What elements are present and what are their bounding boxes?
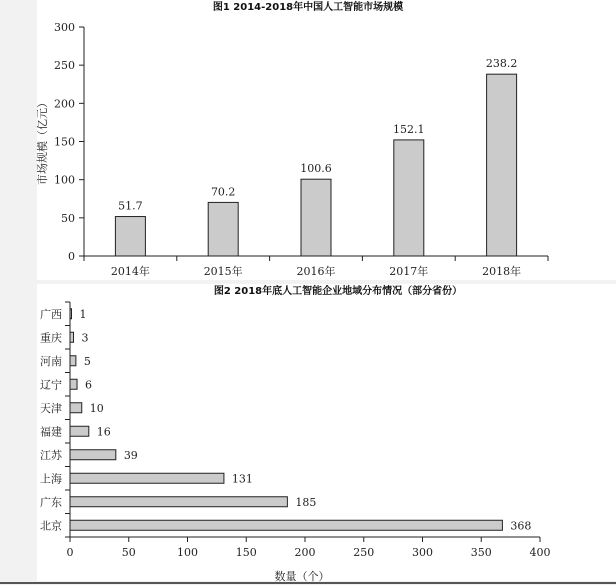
chart2-data-label: 10 — [89, 401, 104, 415]
chart1-y-tick-label: 250 — [54, 59, 75, 73]
chart2-bar-1 — [70, 309, 72, 319]
chart1-x-tick-label: 2016年 — [296, 265, 336, 278]
chart2-data-label: 5 — [83, 354, 91, 368]
chart2-bar-4 — [70, 379, 77, 389]
chart1-bar-1 — [115, 217, 145, 256]
chart2-category-label: 广东 — [40, 495, 62, 509]
chart1-y-tick-label: 50 — [61, 211, 75, 225]
chart1-y-axis-label: 市场规模（亿元） — [36, 97, 49, 185]
chart2-bar-6 — [70, 426, 89, 436]
chart2-x-axis-label: 数量（个） — [274, 570, 330, 583]
chart2-x-tick-label: 350 — [470, 546, 492, 559]
chart2-bar-3 — [70, 356, 76, 366]
chart1-y-tick-label: 100 — [54, 173, 75, 187]
chart2-category-label: 福建 — [40, 425, 62, 439]
chart2-x-tick-label: 0 — [66, 546, 74, 559]
chart1-y-tick-label: 300 — [54, 21, 75, 34]
chart2-bar-8 — [70, 473, 224, 483]
chart2-x-tick-label: 200 — [294, 546, 316, 559]
chart1-bar-4 — [394, 140, 424, 256]
chart1-title: 图1 2014-2018年中国人工智能市场规模 — [212, 2, 404, 13]
chart2-data-label: 6 — [85, 378, 93, 392]
chart2-bar-2 — [70, 332, 74, 342]
chart1-data-label: 100.6 — [300, 162, 332, 176]
chart1-x-tick-label: 2014年 — [110, 265, 150, 278]
chart1-y-tick-label: 0 — [68, 250, 75, 263]
chart1-x-tick-label: 2015年 — [203, 265, 243, 278]
chart2-data-label: 185 — [295, 495, 317, 509]
chart2-category-label: 北京 — [40, 519, 62, 533]
chart2-data-label: 39 — [123, 448, 138, 462]
chart2-bar-9 — [70, 497, 287, 507]
chart2-category-label: 天津 — [40, 401, 62, 415]
chart1-x-tick-label: 2018年 — [482, 265, 522, 278]
chart2-panel — [37, 284, 616, 581]
chart2-bar-10 — [70, 520, 502, 530]
chart1-data-label: 152.1 — [393, 122, 425, 136]
chart2-x-tick-label: 50 — [121, 546, 136, 559]
chart2-x-tick-label: 400 — [529, 546, 551, 559]
chart2-bar-5 — [70, 403, 82, 413]
chart2-category-label: 上海 — [40, 472, 62, 486]
chart2-category-label: 河南 — [40, 354, 62, 368]
chart2-category-label: 重庆 — [40, 331, 62, 345]
chart1-bar-5 — [487, 74, 517, 256]
chart2-title: 图2 2018年底人工智能企业地域分布情况（部分省份） — [213, 286, 463, 297]
chart2-x-tick-label: 250 — [353, 546, 375, 559]
chart2-data-label: 1 — [79, 307, 87, 321]
chart2-category-label: 广西 — [40, 307, 62, 321]
chart2-x-tick-label: 100 — [177, 546, 198, 559]
chart1-bar-3 — [301, 179, 331, 256]
chart2-data-label: 131 — [231, 472, 253, 486]
chart1-y-tick-label: 150 — [54, 135, 75, 149]
chart1-data-label: 51.7 — [118, 199, 143, 213]
chart2-x-tick-label: 300 — [412, 546, 433, 559]
chart2-category-label: 江苏 — [40, 448, 62, 462]
chart1-data-label: 238.2 — [485, 57, 518, 71]
chart1-data-label: 70.2 — [210, 185, 236, 199]
chart1-x-tick-label: 2017年 — [389, 265, 429, 278]
chart1-bar-2 — [208, 202, 238, 256]
chart2-x-tick-label: 150 — [235, 546, 257, 559]
chart2-category-label: 辽宁 — [40, 378, 62, 392]
chart2-data-label: 368 — [510, 519, 532, 533]
chart1-y-tick-label: 200 — [54, 97, 75, 111]
chart2-bar-7 — [70, 450, 116, 460]
chart2-data-label: 3 — [81, 331, 89, 345]
chart2-data-label: 16 — [96, 425, 111, 439]
